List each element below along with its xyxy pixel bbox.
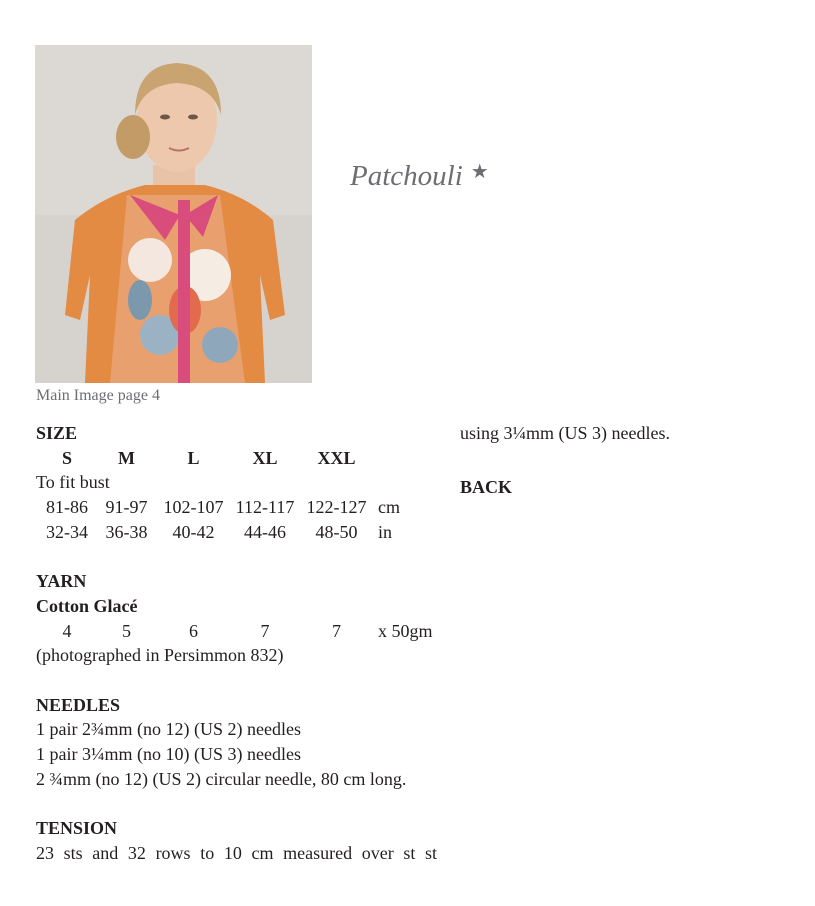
pattern-details xyxy=(36,421,446,865)
yarn-qty-l: 6 xyxy=(189,620,198,641)
cm-l: 102-107 xyxy=(163,497,224,518)
fit-label: To fit bust xyxy=(36,472,110,493)
title-text: Patchouli xyxy=(350,160,463,192)
yarn-name: Cotton Glacé xyxy=(36,595,138,616)
model-photo-icon xyxy=(35,45,312,383)
yarn-quantity-row xyxy=(36,619,446,644)
yarn-heading: YARN xyxy=(36,571,87,592)
yarn-qty-m: 5 xyxy=(122,620,131,641)
needles-heading: NEEDLES xyxy=(36,694,121,715)
pattern-title xyxy=(350,160,489,193)
cm-s: 81-86 xyxy=(46,497,88,518)
in-xl: 44-46 xyxy=(244,521,286,542)
yarn-qty-s: 4 xyxy=(62,620,72,641)
yarn-qty-xl: 7 xyxy=(260,620,270,641)
cm-m: 91-97 xyxy=(105,497,148,518)
size-header-xl: XL xyxy=(252,447,278,468)
cm-unit: cm xyxy=(378,497,400,518)
tension-continued: using 3¼mm (US 3) needles. xyxy=(460,423,670,443)
next-section-heading-clipped xyxy=(460,467,580,497)
size-header-row xyxy=(36,446,446,471)
photo-caption: Main Image page 4 xyxy=(36,387,160,404)
tension-heading: TENSION xyxy=(36,818,118,838)
in-xxl: 48-50 xyxy=(315,521,358,542)
cm-xl: 112-117 xyxy=(235,497,295,518)
tension-text: 23 sts and 32 rows to 10 cm measured over st st xyxy=(36,842,437,863)
yarn-qty-xxl: 7 xyxy=(332,620,341,641)
yarn-unit: x 50gm xyxy=(378,620,433,641)
size-header-s: S xyxy=(61,447,72,468)
in-l: 40-42 xyxy=(172,521,215,542)
model-photo xyxy=(35,45,312,383)
next-section-text: BACK xyxy=(460,477,513,497)
size-header-xxl: XXL xyxy=(317,447,356,468)
needle-item-1: 1 pair 2¾mm (no 12) (US 2) needles xyxy=(36,719,301,740)
size-in-row xyxy=(36,520,446,545)
needle-item-3: 2 ¾mm (no 12) (US 2) circular needle, 80 cm long. xyxy=(36,768,407,789)
size-heading: SIZE xyxy=(36,423,78,443)
in-unit: in xyxy=(378,521,393,542)
size-cm-row xyxy=(36,495,446,520)
size-header-m: M xyxy=(118,447,135,468)
cm-xxl: 122-127 xyxy=(306,497,367,518)
in-s: 32-34 xyxy=(46,521,88,542)
yarn-note: (photographed in Persimmon 832) xyxy=(36,645,284,666)
in-m: 36-38 xyxy=(105,521,148,542)
difficulty-star-icon: ★ xyxy=(470,161,489,183)
needle-item-2: 1 pair 3¼mm (no 10) (US 3) needles xyxy=(36,743,301,764)
size-header-l: L xyxy=(187,447,200,468)
